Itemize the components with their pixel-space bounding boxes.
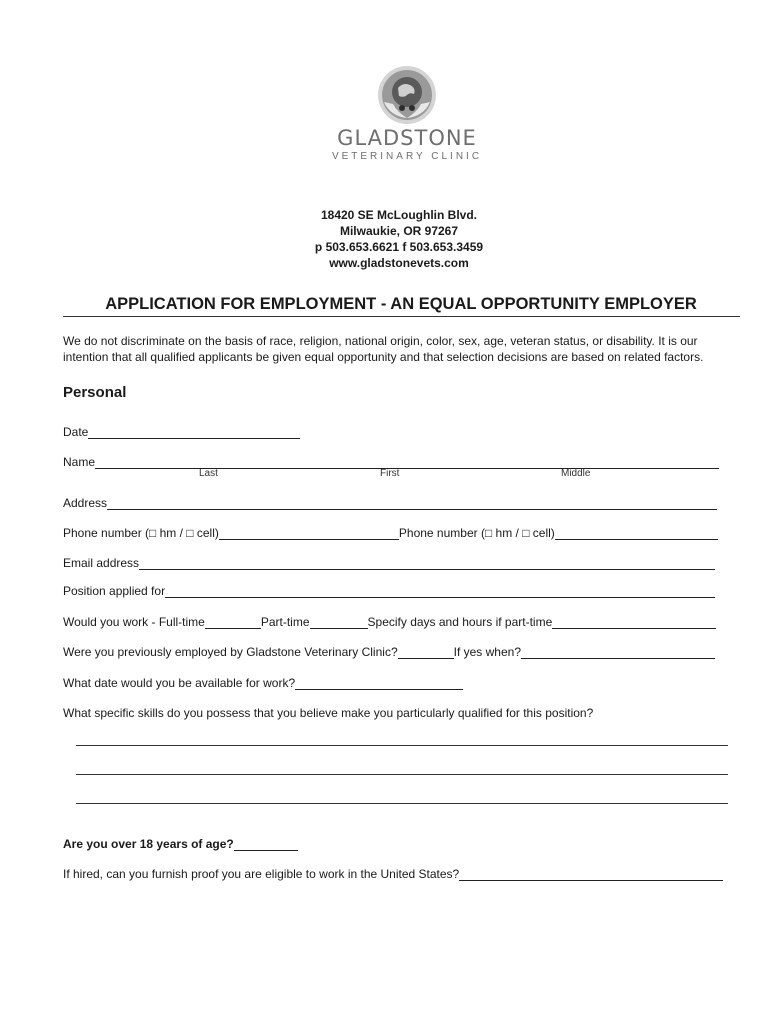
- address-label: Address: [63, 496, 108, 510]
- address-website: www.gladstonevets.com: [329, 256, 469, 270]
- address-row: [63, 492, 717, 510]
- previous-employment-row: [63, 641, 715, 659]
- fulltime-field[interactable]: [205, 615, 261, 629]
- clinic-brand: [300, 126, 514, 163]
- address-phone-fax: p 503.653.6621 f 503.653.3459: [314, 240, 484, 254]
- skills-answer-line-2[interactable]: [76, 774, 728, 775]
- skills-answer-line-1[interactable]: [76, 745, 728, 746]
- availability-field[interactable]: [295, 676, 463, 690]
- age-row: [63, 833, 298, 851]
- email-row: [63, 552, 715, 570]
- position-row: [63, 580, 715, 598]
- address-street: 18420 SE McLoughlin Blvd.: [320, 208, 478, 222]
- date-row: [63, 421, 300, 439]
- name-middle-label: Middle: [561, 468, 591, 479]
- date-label: Date: [63, 425, 89, 439]
- position-label: Position applied for: [63, 584, 166, 598]
- name-label: Name: [63, 455, 96, 469]
- name-last-label: Last: [199, 468, 218, 479]
- work-eligibility-row: [63, 863, 723, 881]
- work-eligibility-field[interactable]: [459, 867, 723, 881]
- globe-pet-hands-icon: [376, 64, 438, 126]
- skills-label: What specific skills do you possess that you believe make you particularly qualified for this position?: [63, 706, 594, 720]
- age-field[interactable]: [234, 837, 298, 851]
- clinic-subtitle: VETERINARY CLINIC: [331, 151, 483, 162]
- parttime-label: Part-time: [260, 615, 310, 629]
- email-label: Email address: [63, 556, 140, 570]
- skills-answer-line-3[interactable]: [76, 803, 728, 804]
- age-label: Are you over 18 years of age?: [63, 837, 234, 851]
- previous-employment-label: Were you previously employed by Gladstone Veterinary Clinic?: [63, 645, 398, 659]
- phone2-label: Phone number (□ hm / □ cell): [398, 526, 555, 540]
- schedule-row: [63, 611, 716, 629]
- name-first-label: First: [380, 468, 400, 479]
- availability-label: What date would you be available for work?: [63, 676, 296, 690]
- if-yes-when-field[interactable]: [521, 645, 715, 659]
- eeo-statement: We do not discriminate on the basis of race, religion, national origin, color, sex, age, veteran status, or disability. It is our intention that all qualified applicants be given equal opportunity and that selection decisions are based on related factors.: [63, 334, 704, 364]
- name-field[interactable]: [95, 455, 719, 469]
- specify-hours-field[interactable]: [552, 615, 716, 629]
- name-row: [63, 451, 719, 469]
- parttime-field[interactable]: [310, 615, 368, 629]
- form-title: APPLICATION FOR EMPLOYMENT - AN EQUAL OPPORTUNITY EMPLOYER: [105, 295, 697, 313]
- date-field[interactable]: [88, 425, 300, 439]
- clinic-address-block: [200, 207, 598, 271]
- skills-row: [63, 702, 593, 720]
- position-field[interactable]: [165, 584, 715, 598]
- work-eligibility-label: If hired, can you furnish proof you are eligible to work in the United States?: [63, 867, 460, 881]
- previous-employment-field[interactable]: [398, 645, 454, 659]
- section-heading-personal: Personal: [63, 384, 127, 401]
- phone1-field[interactable]: [219, 526, 399, 540]
- phone2-field[interactable]: [555, 526, 718, 540]
- specify-hours-label: Specify days and hours if part-time: [367, 615, 553, 629]
- availability-row: [63, 672, 463, 690]
- clinic-name: GLADSTONE: [337, 126, 477, 150]
- phone-row: [63, 522, 718, 540]
- title-divider: [63, 316, 740, 317]
- address-city: Milwaukie, OR 97267: [339, 224, 459, 238]
- email-field[interactable]: [139, 556, 715, 570]
- if-yes-when-label: If yes when?: [453, 645, 521, 659]
- phone1-label: Phone number (□ hm / □ cell): [63, 526, 219, 540]
- fulltime-label: Would you work - Full-time: [63, 615, 205, 629]
- address-field[interactable]: [107, 496, 717, 510]
